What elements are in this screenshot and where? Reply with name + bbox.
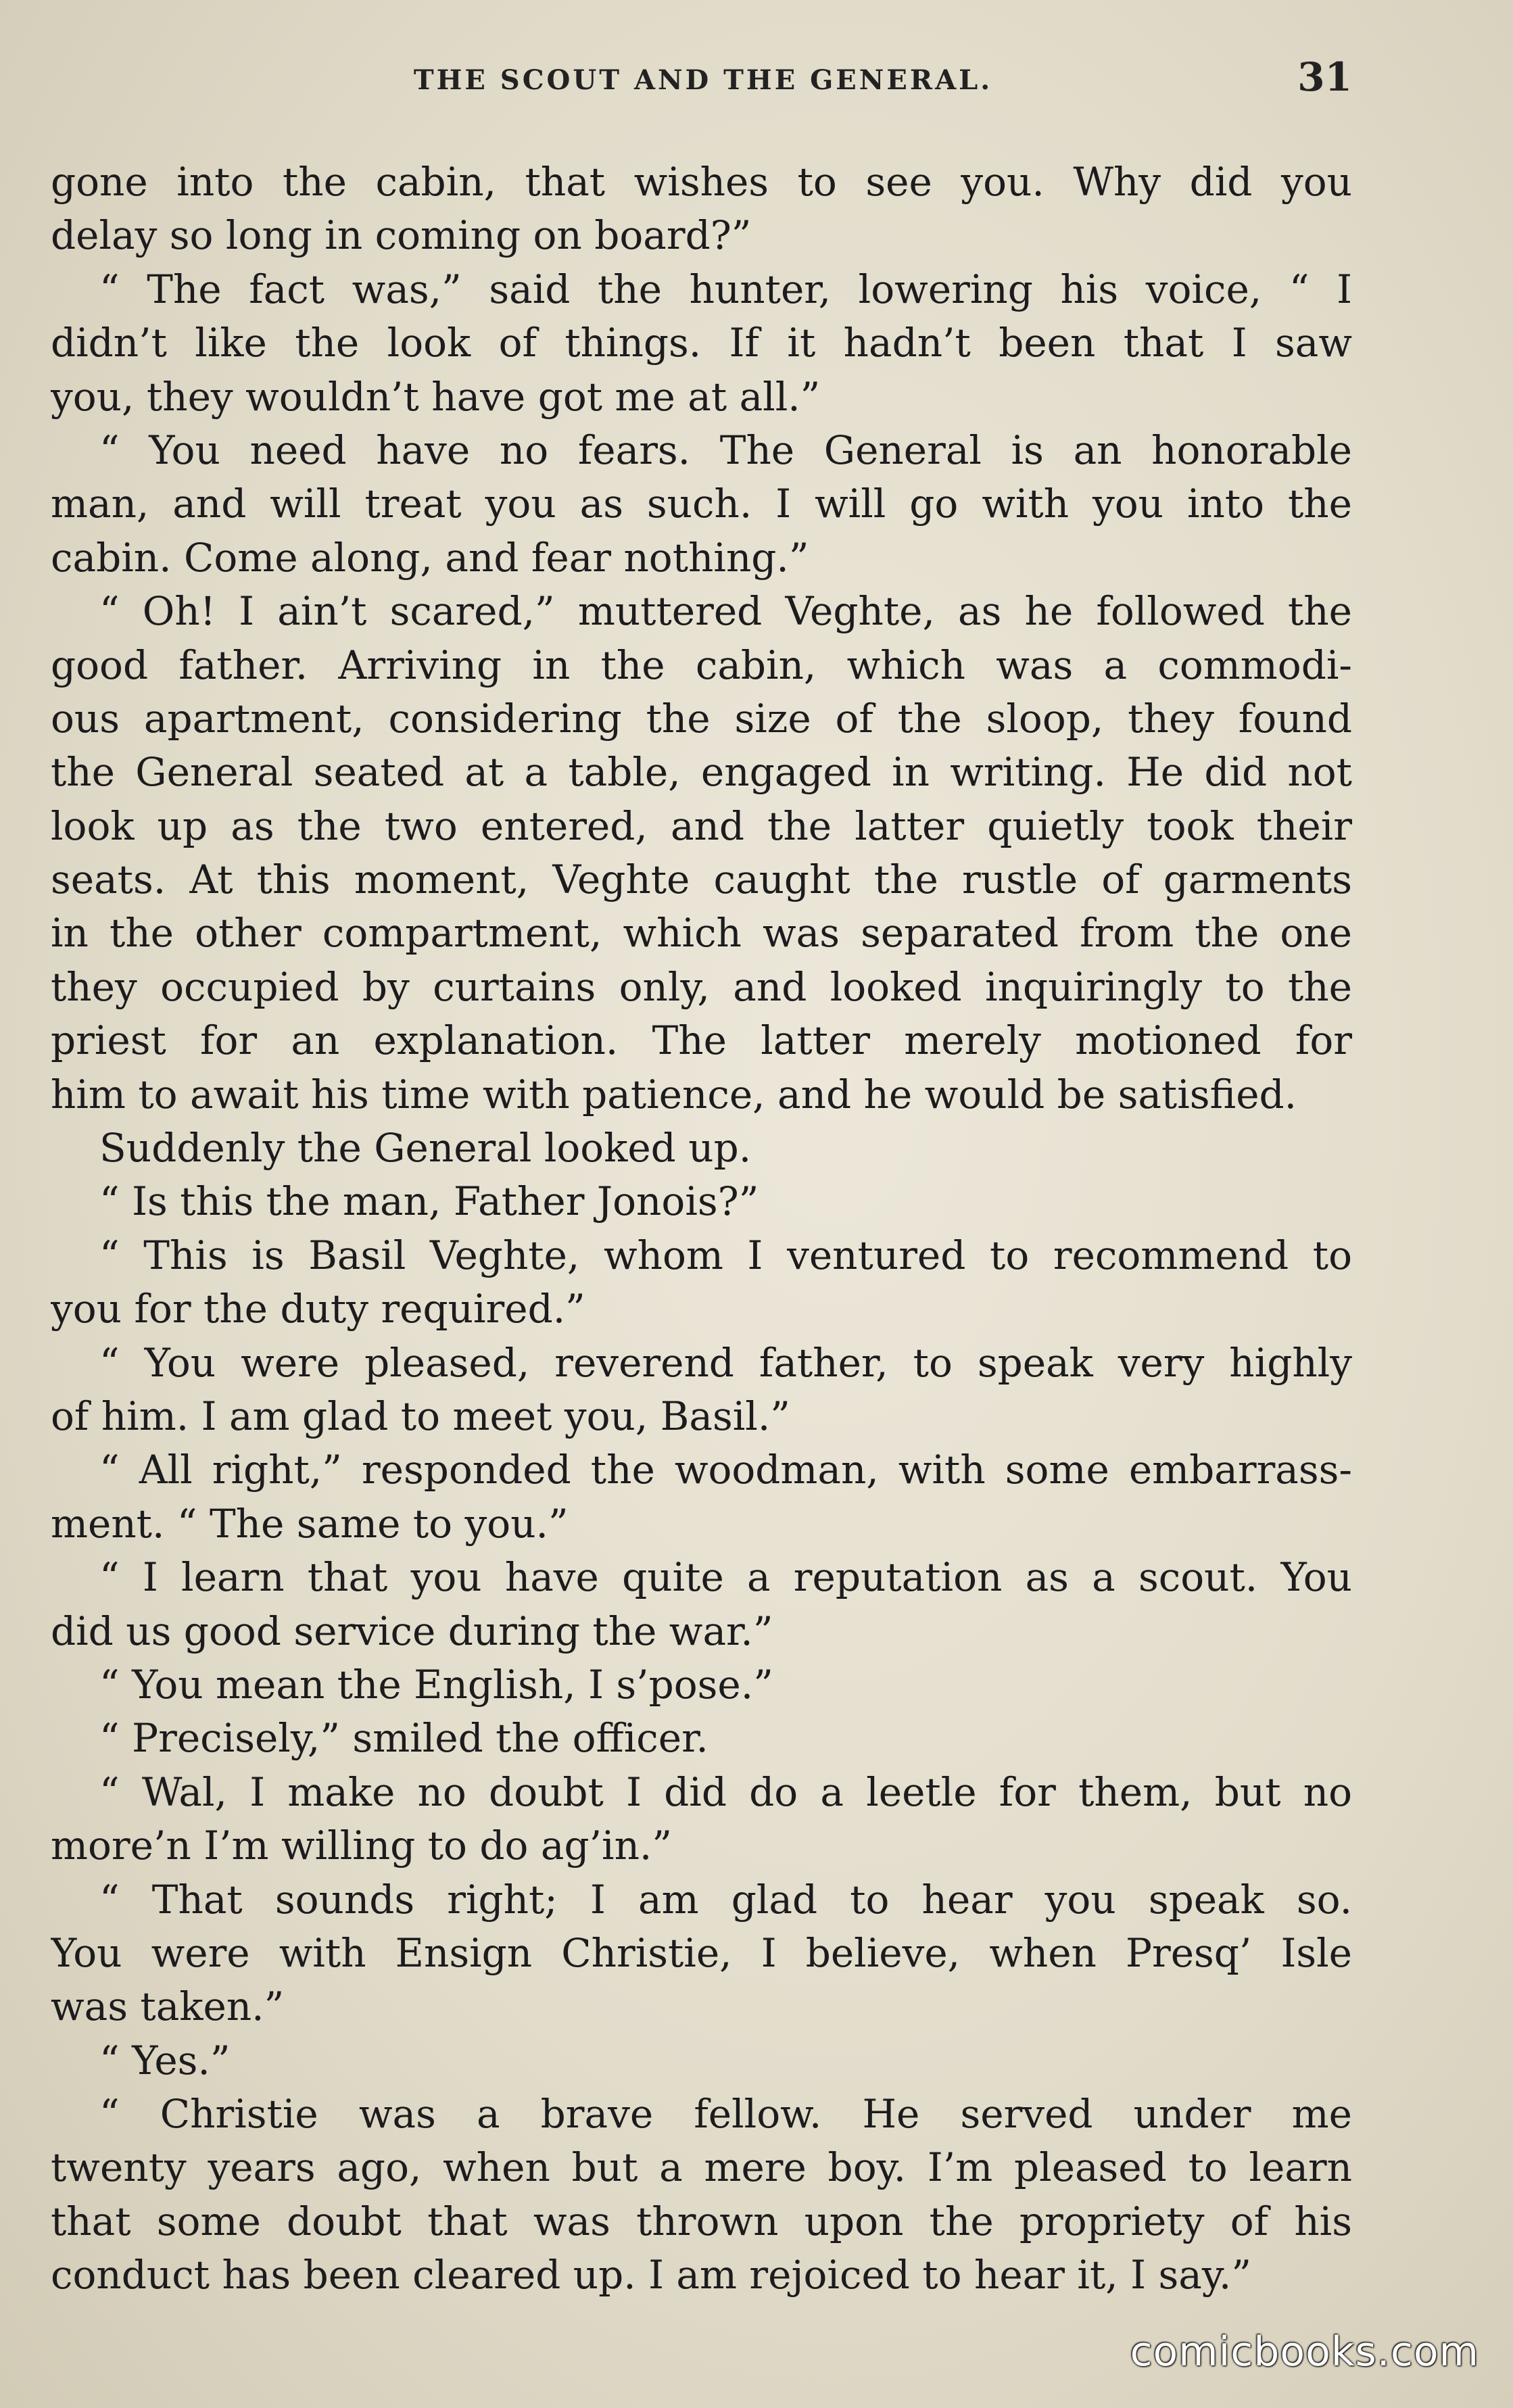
text-line: “ You were pleased, reverend father, to speak very highly [99, 1339, 1352, 1386]
page-number: 31 [1297, 54, 1352, 100]
text-line: the General seated at a table, engaged in writing. He did not [51, 749, 1352, 796]
text-line: gone into the cabin, that wishes to see you. Why did you [51, 159, 1352, 205]
running-head: THE SCOUT AND THE GENERAL. [413, 64, 993, 96]
text-line: they occupied by curtains only, and looked inquiringly to the [51, 963, 1352, 1010]
text-line: man, and will treat you as such. I will go with you into the [51, 481, 1352, 527]
text-line: “ That sounds right; I am glad to hear you speak so. [99, 1876, 1352, 1923]
text-line: priest for an explanation. The latter merely motioned for [51, 1017, 1352, 1064]
text-line: him to await his time with patience, and he would be satisfied. [51, 1071, 1297, 1117]
text-line: “ Christie was a brave fellow. He served under me [99, 2091, 1352, 2138]
text-line: of him. I am glad to meet you, Basil.” [51, 1393, 790, 1439]
text-line: twenty years ago, when but a mere boy. I’m pleased to learn [51, 2144, 1352, 2191]
text-line: you for the duty required.” [51, 1286, 585, 1332]
text-line: “ You mean the English, I s’pose.” [99, 1661, 773, 1708]
text-line: “ This is Basil Veghte, whom I ventured to recommend to [99, 1232, 1352, 1278]
text-line: look up as the two entered, and the latter quietly took their [51, 802, 1352, 849]
text-line: delay so long in coming on board?” [51, 212, 752, 259]
text-line: You were with Ensign Christie, I believe, when Presq’ Isle [51, 1929, 1352, 1976]
text-line: seats. At this moment, Veghte caught the rustle of garments [51, 857, 1352, 903]
text-line: conduct has been cleared up. I am rejoiced to hear it, I say.” [51, 2252, 1251, 2298]
text-line: in the other compartment, which was separated from the one [51, 910, 1352, 957]
text-line: ment. “ The same to you.” [51, 1500, 569, 1547]
text-line: didn’t like the look of things. If it hadn’t been that I saw [51, 320, 1352, 366]
text-line: “ Yes.” [99, 2037, 231, 2084]
text-line: “ The fact was,” said the hunter, lowering his voice, “ I [99, 266, 1352, 312]
text-line: cabin. Come along, and fear nothing.” [51, 534, 809, 581]
text-line: “ Is this the man, Father Jonois?” [99, 1178, 759, 1225]
text-line: “ All right,” responded the woodman, with some embarrass- [99, 1447, 1352, 1493]
body-text [51, 155, 1352, 2303]
watermark: comicbooks.com [1130, 2328, 1479, 2376]
text-line: “ Oh! I ain’t scared,” muttered Veghte, as he followed the [99, 588, 1352, 635]
text-line: “ Wal, I make no doubt I did do a leetle for them, but no [99, 1768, 1352, 1815]
text-line: good father. Arriving in the cabin, which was a commodi- [51, 642, 1352, 688]
text-line: that some doubt that was thrown upon the propriety of his [51, 2198, 1352, 2244]
text-line: more’n I’m willing to do ag’in.” [51, 1823, 673, 1869]
text-line: was taken.” [51, 1983, 285, 2030]
text-line: ous apartment, considering the size of the sloop, they found [51, 695, 1352, 742]
text-line: “ I learn that you have quite a reputation as a scout. You [99, 1554, 1352, 1601]
text-line: did us good service during the war.” [51, 1608, 773, 1654]
text-line: you, they wouldn’t have got me at all.” [51, 373, 821, 420]
text-line: Suddenly the General looked up. [99, 1125, 752, 1172]
text-line: “ You need have no fears. The General is an honorable [99, 427, 1352, 473]
text-line: “ Precisely,” smiled the officer. [99, 1715, 709, 1762]
